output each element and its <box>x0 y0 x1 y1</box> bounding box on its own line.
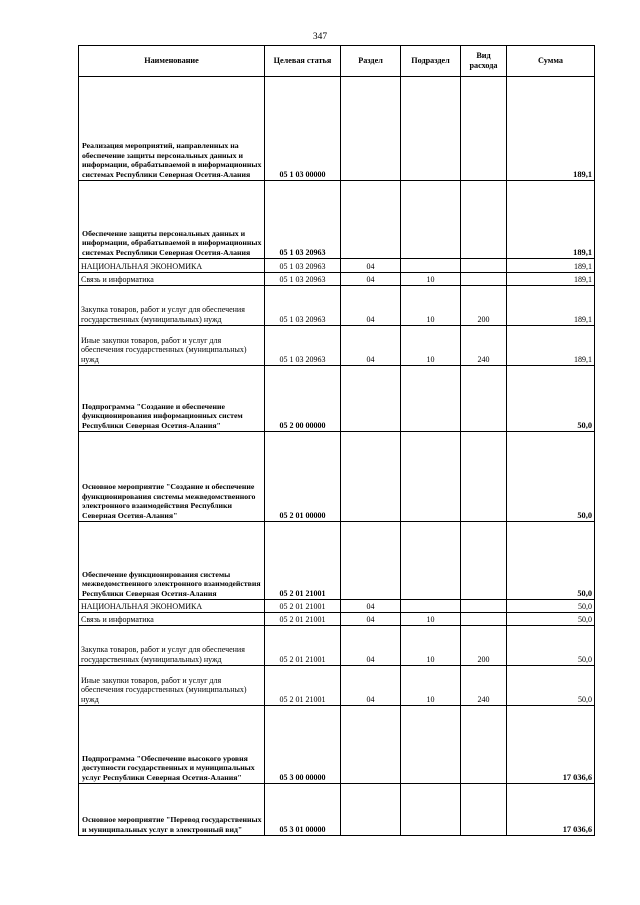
row-expense-type <box>461 784 507 836</box>
row-expense-type <box>461 259 507 273</box>
row-target-article: 05 2 01 21001 <box>265 626 341 666</box>
row-subsection <box>401 432 461 522</box>
row-sum: 50,0 <box>507 366 595 432</box>
row-name: Подпрограмма "Создание и обеспечение функционирования информационных систем Республики Северная Осетия-Алания" <box>79 366 265 432</box>
row-subsection <box>401 259 461 273</box>
row-expense-type <box>461 181 507 259</box>
row-section <box>341 522 401 600</box>
row-expense-type <box>461 613 507 626</box>
row-expense-type <box>461 366 507 432</box>
row-section <box>341 77 401 181</box>
row-section <box>341 706 401 784</box>
row-name: Реализация мероприятий, направленных на обеспечение защиты персональных данных и информации, обрабатываемой в информационных системах Республики Северная Осетия-Алания <box>79 77 265 181</box>
row-target-article: 05 2 01 21001 <box>265 666 341 706</box>
row-target-article: 05 2 01 21001 <box>265 522 341 600</box>
row-section: 04 <box>341 626 401 666</box>
row-target-article: 05 1 03 20963 <box>265 326 341 366</box>
row-subsection: 10 <box>401 626 461 666</box>
row-expense-type <box>461 77 507 181</box>
table-row <box>79 522 595 600</box>
row-section: 04 <box>341 286 401 326</box>
row-name: Иные закупки товаров, работ и услуг для обеспечения государственных (муниципальных) нужд <box>79 326 265 366</box>
row-section <box>341 366 401 432</box>
row-subsection <box>401 706 461 784</box>
row-sum: 50,0 <box>507 432 595 522</box>
row-sum: 17 036,6 <box>507 706 595 784</box>
header-target-article: Целевая статья <box>265 46 341 77</box>
row-section: 04 <box>341 613 401 626</box>
row-sum: 17 036,6 <box>507 784 595 836</box>
table-row <box>79 273 595 286</box>
row-section: 04 <box>341 600 401 613</box>
table-row <box>79 666 595 706</box>
row-target-article: 05 2 01 21001 <box>265 613 341 626</box>
row-sum: 50,0 <box>507 522 595 600</box>
table-row <box>79 366 595 432</box>
header-expense-type: Вид расхода <box>461 46 507 77</box>
row-sum: 189,1 <box>507 77 595 181</box>
row-target-article: 05 1 03 20963 <box>265 273 341 286</box>
header-subsection: Подраздел <box>401 46 461 77</box>
row-name: Подпрограмма "Обеспечение высокого уровня доступности государственных и муниципальных услуг Республики Северная Осетия-Алания" <box>79 706 265 784</box>
row-expense-type <box>461 273 507 286</box>
table-row <box>79 326 595 366</box>
row-target-article: 05 2 01 00000 <box>265 432 341 522</box>
page-number: 347 <box>312 32 328 42</box>
table-row <box>79 784 595 836</box>
row-section: 04 <box>341 259 401 273</box>
row-subsection <box>401 181 461 259</box>
table-row <box>79 286 595 326</box>
row-subsection <box>401 600 461 613</box>
row-expense-type: 240 <box>461 666 507 706</box>
row-expense-type <box>461 522 507 600</box>
row-target-article: 05 2 01 21001 <box>265 600 341 613</box>
row-sum: 50,0 <box>507 613 595 626</box>
table-row <box>79 181 595 259</box>
row-section <box>341 432 401 522</box>
row-sum: 189,1 <box>507 273 595 286</box>
row-name: Основное мероприятие "Создание и обеспечение функционирования системы межведомственного электронного взаимодействия Республики Северная Осетия-Алания" <box>79 432 265 522</box>
row-target-article: 05 3 01 00000 <box>265 784 341 836</box>
row-target-article: 05 1 03 20963 <box>265 259 341 273</box>
row-name: Закупка товаров, работ и услуг для обеспечения государственных (муниципальных) нужд <box>79 286 265 326</box>
row-name: Закупка товаров, работ и услуг для обеспечения государственных (муниципальных) нужд <box>79 626 265 666</box>
row-name: Связь и информатика <box>79 273 265 286</box>
table-row <box>79 613 595 626</box>
row-section: 04 <box>341 273 401 286</box>
row-name: Связь и информатика <box>79 613 265 626</box>
row-target-article: 05 3 00 00000 <box>265 706 341 784</box>
row-target-article: 05 1 03 00000 <box>265 77 341 181</box>
row-section <box>341 181 401 259</box>
row-subsection: 10 <box>401 613 461 626</box>
row-subsection: 10 <box>401 326 461 366</box>
row-expense-type <box>461 706 507 784</box>
row-subsection: 10 <box>401 286 461 326</box>
row-subsection <box>401 522 461 600</box>
row-name: Основное мероприятие "Перевод государственных и муниципальных услуг в электронный вид" <box>79 784 265 836</box>
row-expense-type <box>461 432 507 522</box>
row-sum: 189,1 <box>507 259 595 273</box>
row-sum: 50,0 <box>507 626 595 666</box>
row-target-article: 05 2 00 00000 <box>265 366 341 432</box>
row-target-article: 05 1 03 20963 <box>265 181 341 259</box>
table-row <box>79 432 595 522</box>
row-target-article: 05 1 03 20963 <box>265 286 341 326</box>
row-sum: 50,0 <box>507 600 595 613</box>
row-sum: 189,1 <box>507 326 595 366</box>
table-row <box>79 706 595 784</box>
header-sum: Сумма <box>507 46 595 77</box>
row-name: Иные закупки товаров, работ и услуг для обеспечения государственных (муниципальных) нужд <box>79 666 265 706</box>
row-name: НАЦИОНАЛЬНАЯ ЭКОНОМИКА <box>79 259 265 273</box>
row-name: НАЦИОНАЛЬНАЯ ЭКОНОМИКА <box>79 600 265 613</box>
row-name: Обеспечение защиты персональных данных и информации, обрабатываемой в информационных системах Республики Северная Осетия-Алания <box>79 181 265 259</box>
row-sum: 50,0 <box>507 666 595 706</box>
row-sum: 189,1 <box>507 286 595 326</box>
table-row <box>79 77 595 181</box>
row-expense-type: 240 <box>461 326 507 366</box>
row-subsection <box>401 77 461 181</box>
row-expense-type: 200 <box>461 286 507 326</box>
row-name: Обеспечение функционирования системы межведомственного электронного взаимодействия Республики Северная Осетия-Алания <box>79 522 265 600</box>
row-section <box>341 784 401 836</box>
header-name: Наименование <box>79 46 265 77</box>
table-row <box>79 626 595 666</box>
row-subsection: 10 <box>401 666 461 706</box>
budget-table <box>78 45 595 836</box>
row-expense-type <box>461 600 507 613</box>
header-section: Раздел <box>341 46 401 77</box>
row-subsection: 10 <box>401 273 461 286</box>
row-expense-type: 200 <box>461 626 507 666</box>
table-row <box>79 259 595 273</box>
table-header-row <box>79 46 595 77</box>
row-subsection <box>401 784 461 836</box>
row-section: 04 <box>341 666 401 706</box>
table-row <box>79 600 595 613</box>
row-subsection <box>401 366 461 432</box>
row-section: 04 <box>341 326 401 366</box>
row-sum: 189,1 <box>507 181 595 259</box>
